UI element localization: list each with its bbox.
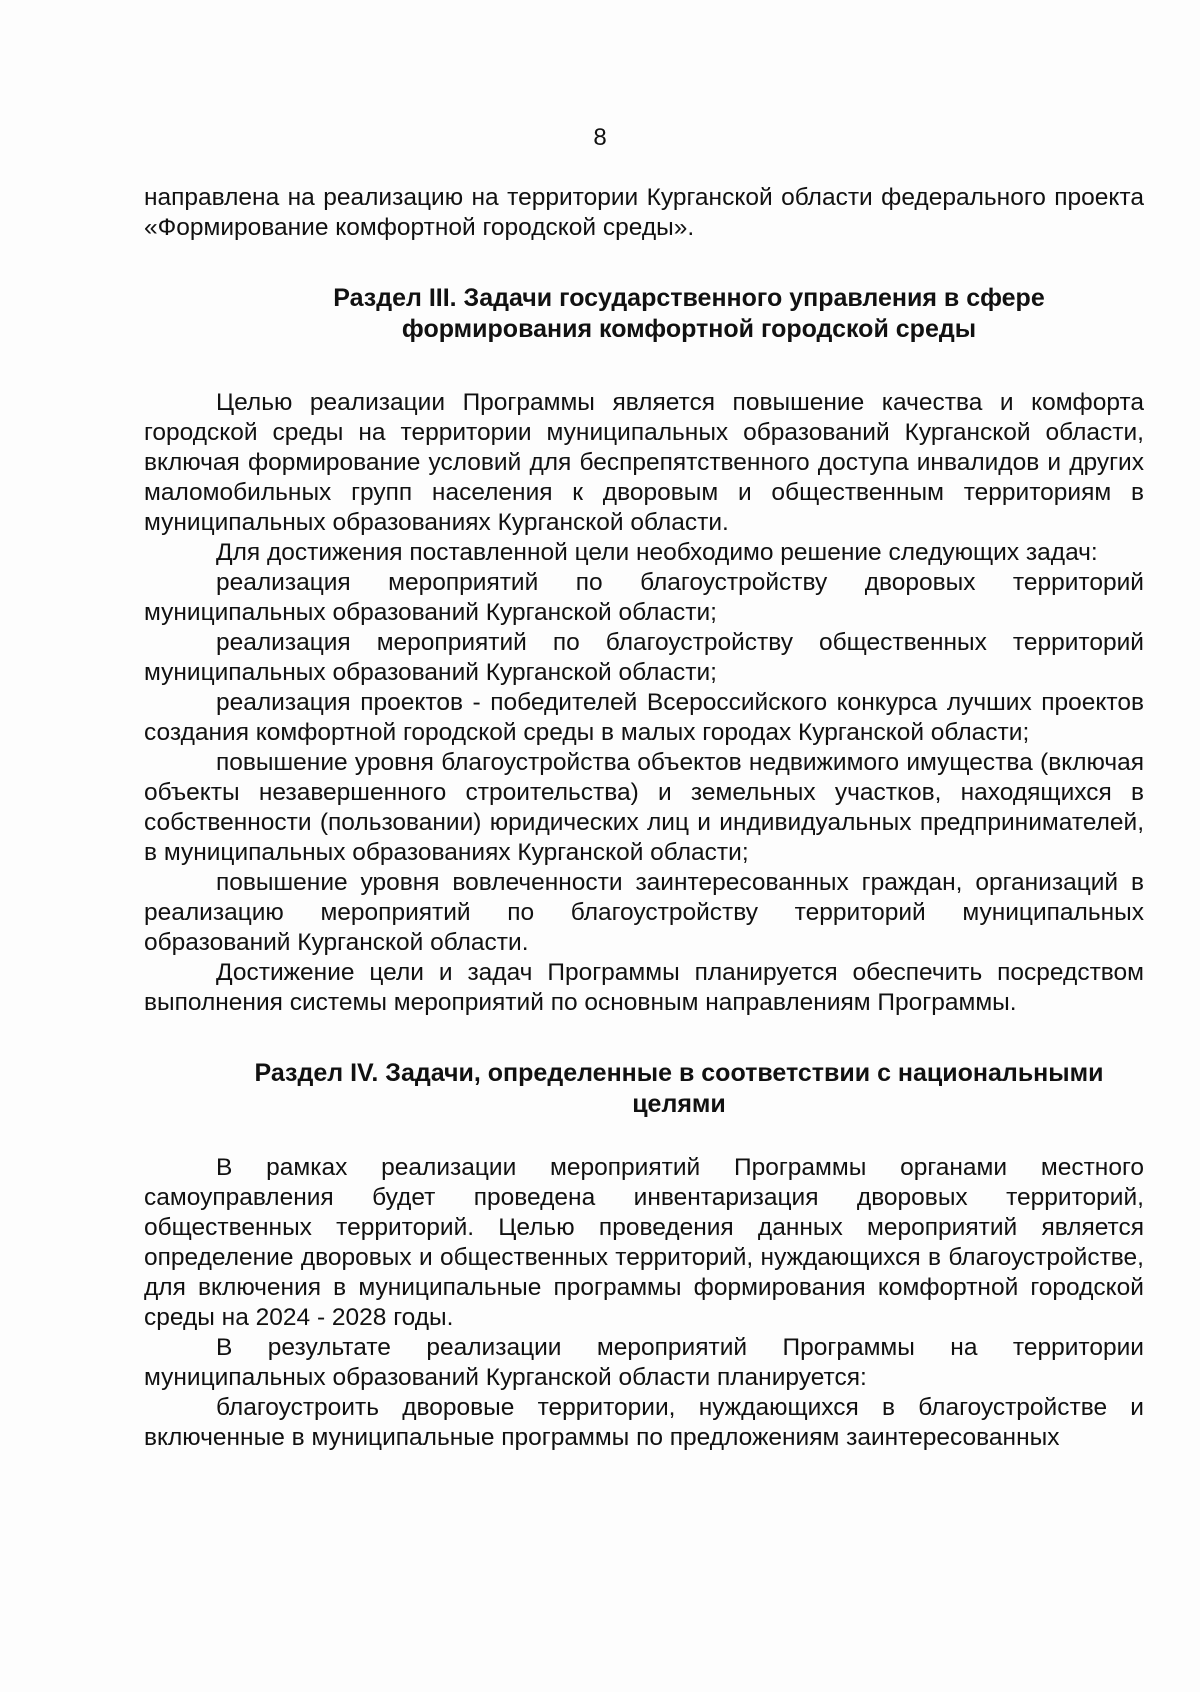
intro-paragraph: направлена на реализацию на территории Курганской области федерального проекта «Формирование комфортной городской среды». [144, 184, 1144, 241]
page-number: 8 [593, 124, 607, 151]
section-3-heading-line1: Раздел III. Задачи государственного управления в сфере [333, 284, 1045, 312]
task-list-item: реализация мероприятий по благоустройству общественных территорий муниципальных образований Курганской области; [144, 629, 1144, 686]
task-list-item: повышение уровня вовлеченности заинтересованных граждан, организаций в реализацию мероприятий по благоустройству территорий муниципальных образований Курганской области. [144, 869, 1144, 956]
section-3-paragraph: Для достижения поставленной цели необходимо решение следующих задач: [216, 539, 1098, 566]
section-4-paragraph: В рамках реализации мероприятий Программы органами местного самоуправления будет проведена инвентаризация дворовых территорий, общественных территорий. Целью проведения данных мероприятий является определение дворовых и общественных территорий, нуждающихся в благоустройстве, для включения в муниципальные программы формирования комфортной городской среды на 2024 - 2028 годы. [144, 1154, 1144, 1331]
section-4-paragraph: В результате реализации мероприятий Программы на территории муниципальных образований Курганской области планируется: [144, 1334, 1144, 1391]
section-3-paragraph: Достижение цели и задач Программы планируется обеспечить посредством выполнения системы мероприятий по основным направлениям Программы. [144, 959, 1144, 1016]
task-list-item: повышение уровня благоустройства объектов недвижимого имущества (включая объекты незавершенного строительства) и земельных участков, находящихся в собственности (пользовании) юридических лиц и индивидуальных предпринимателей, в муниципальных образованиях Курганской области; [144, 749, 1144, 866]
task-list-item: реализация проектов - победителей Всероссийского конкурса лучших проектов создания комфортной городской среды в малых городах Курганской области; [144, 689, 1144, 746]
section-4-heading [144, 1058, 1144, 1120]
section-3-paragraph: Целью реализации Программы является повышение качества и комфорта городской среды на территории муниципальных образований Курганской области, включая формирование условий для беспрепятственного доступа инвалидов и других маломобильных групп населения к дворовым и общественным территориям в муниципальных образованиях Курганской области. [144, 389, 1144, 536]
section-4-paragraph: благоустроить дворовые территории, нуждающихся в благоустройстве и включенные в муниципальные программы по предложениям заинтересованных [144, 1394, 1144, 1451]
document-body [144, 183, 1144, 1453]
section-3-heading [144, 283, 1144, 345]
task-list-item: реализация мероприятий по благоустройству дворовых территорий муниципальных образований Курганской области; [144, 569, 1144, 626]
section-4-heading-line2: целями [632, 1090, 726, 1118]
section-4-heading-line1: Раздел IV. Задачи, определенные в соответствии с национальными [254, 1059, 1104, 1087]
section-3-heading-line2: формирования комфортной городской среды [401, 315, 977, 343]
